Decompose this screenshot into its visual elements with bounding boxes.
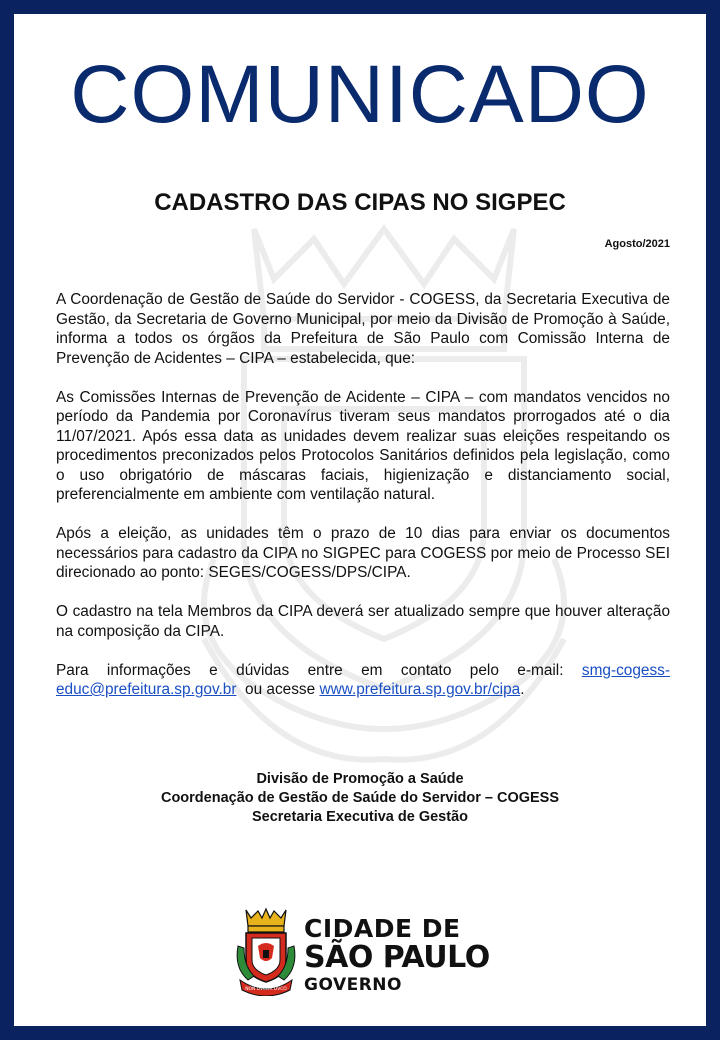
website-link[interactable]: www.prefeitura.sp.gov.br/cipa bbox=[319, 681, 521, 698]
paragraph-update: O cadastro na tela Membros da CIPA deverá ser atualizado sempre que houver alteração na composição da CIPA. bbox=[56, 603, 670, 640]
logo-line-governo: GOVERNO bbox=[304, 975, 402, 995]
document-date: Agosto/2021 bbox=[604, 238, 670, 250]
city-crest-icon bbox=[232, 906, 300, 996]
logo-line-sao-paulo: SÃO PAULO bbox=[304, 940, 490, 975]
document-subtitle: CADASTRO DAS CIPAS NO SIGPEC bbox=[154, 189, 566, 216]
contact-suffix: . bbox=[520, 681, 525, 698]
signature-line-division: Divisão de Promoção a Saúde bbox=[256, 771, 464, 787]
contact-prefix: Para informações e dúvidas entre em contato pelo e-mail: bbox=[56, 661, 582, 679]
paragraph-intro: A Coordenação de Gestão de Saúde do Servidor - COGESS, da Secretaria Executiva de Gestão, da Secretaria de Governo Municipal, por meio da Divisão de Promoção à Saúde, informa a todos os órgãos da Prefeitura de São Paulo com Comissão Interna de Prevenção de Acidentes – CIPA – estabelecida, que: bbox=[56, 291, 670, 367]
document-body bbox=[56, 290, 670, 719]
paragraph-deadline: Após a eleição, as unidades têm o prazo de 10 dias para enviar os documentos necessários para cadastro da CIPA no SIGPEC para COGESS por meio de Processo SEI direcionado ao ponto: SEGES/COGESS/DPS/CIPA. bbox=[56, 525, 670, 581]
logo-line-cidade-de: CIDADE DE bbox=[304, 914, 461, 943]
signature-line-coordination: Coordenação de Gestão de Saúde do Servidor – COGESS bbox=[160, 790, 560, 806]
document-sheet bbox=[14, 14, 706, 1026]
signature-line-secretariat: Secretaria Executiva de Gestão bbox=[251, 809, 468, 825]
city-logo bbox=[232, 906, 502, 1006]
crest-motto: NON DVCOR DVCO bbox=[245, 987, 287, 992]
contact-email-link[interactable]: smg-cogess-educ@prefeitura.sp.gov.br bbox=[56, 661, 670, 698]
logo-wordmark bbox=[304, 916, 490, 996]
paragraph-mandates: As Comissões Internas de Prevenção de Acidente – CIPA – com mandatos vencidos no período da Pandemia por Coronavírus tiveram seus mandatos prorrogados até o dia 11/07/2021. Após essa data as unidades devem realizar suas eleições respeitando os procedimentos preconizados pelos Protocolos Sanitários definidos pela legislação, como o uso obrigatório de máscaras faciais, higienização e distanciamento social, preferencialmente em ambiente com ventilação natural. bbox=[56, 388, 670, 503]
page-title: COMUNICADO bbox=[70, 49, 650, 140]
contact-middle: ou acesse bbox=[236, 681, 320, 698]
signature-block bbox=[14, 770, 706, 827]
paragraph-contact bbox=[56, 661, 670, 700]
